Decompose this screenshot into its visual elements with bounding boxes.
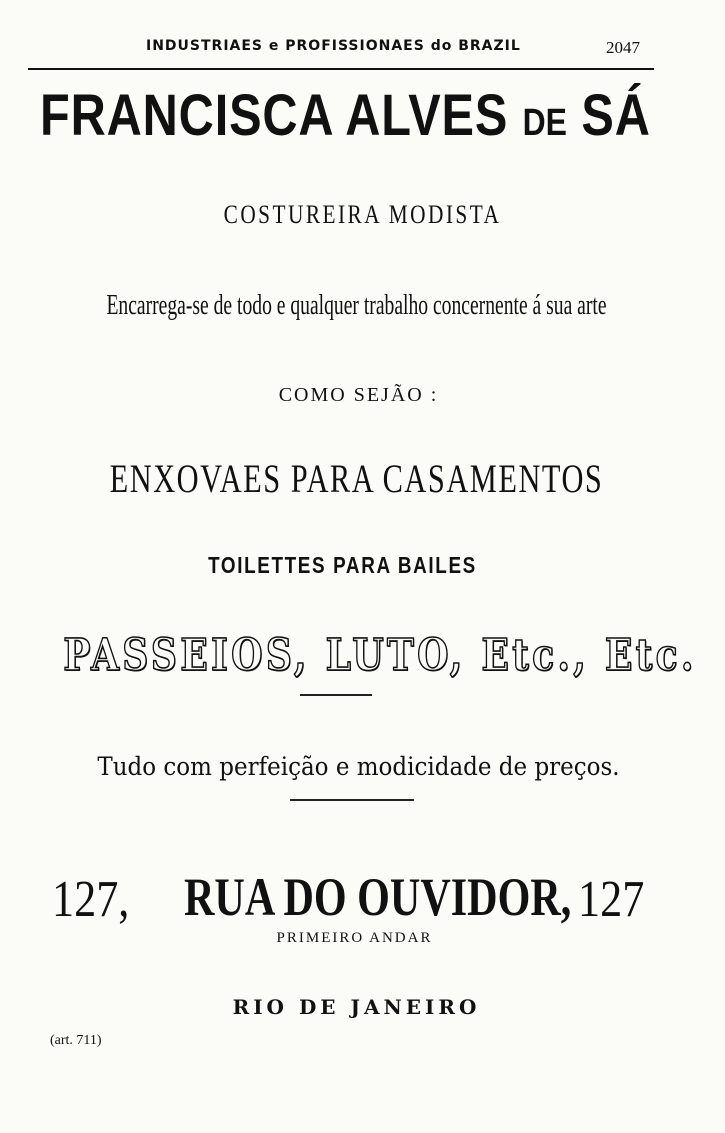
advertiser-name-particle: DE: [522, 102, 567, 144]
service-item-toilettes: TOILETTES PARA BAILES: [208, 552, 477, 578]
city-name: RIO DE JANEIRO: [232, 995, 481, 1019]
street-number-right: 127: [578, 871, 645, 928]
page-header: [28, 38, 654, 70]
divider-rule: [290, 799, 414, 801]
advertiser-name: [40, 82, 651, 149]
divider-rule: [300, 694, 372, 696]
street-number-left: 127,: [52, 871, 130, 928]
header-title: INDUSTRIAES e PROFISSIONAES do BRAZIL: [146, 38, 521, 54]
article-reference: (art. 711): [50, 1033, 102, 1048]
service-item-passeios: PASSEIOS, LUTO, Etc., Etc.: [63, 630, 697, 681]
profession: COSTUREIRA MODISTA: [223, 200, 502, 229]
advertiser-name-end: SÁ: [581, 83, 651, 148]
tagline: Tudo com perfeição e modicidade de preços.: [97, 752, 620, 781]
street-name: RUA DO OUVIDOR,: [184, 867, 572, 927]
advertiser-name-main: FRANCISCA ALVES: [40, 83, 509, 148]
page-number: 2047: [606, 38, 640, 57]
intro-text: Encarrega-se de todo e qualquer trabalho concernente á sua arte: [106, 290, 607, 321]
floor-label: PRIMEIRO ANDAR: [276, 930, 433, 946]
como-sejao-label: COMO SEJÃO :: [278, 384, 439, 406]
service-item-enxovaes: ENXOVAES PARA CASAMENTOS: [109, 456, 604, 501]
